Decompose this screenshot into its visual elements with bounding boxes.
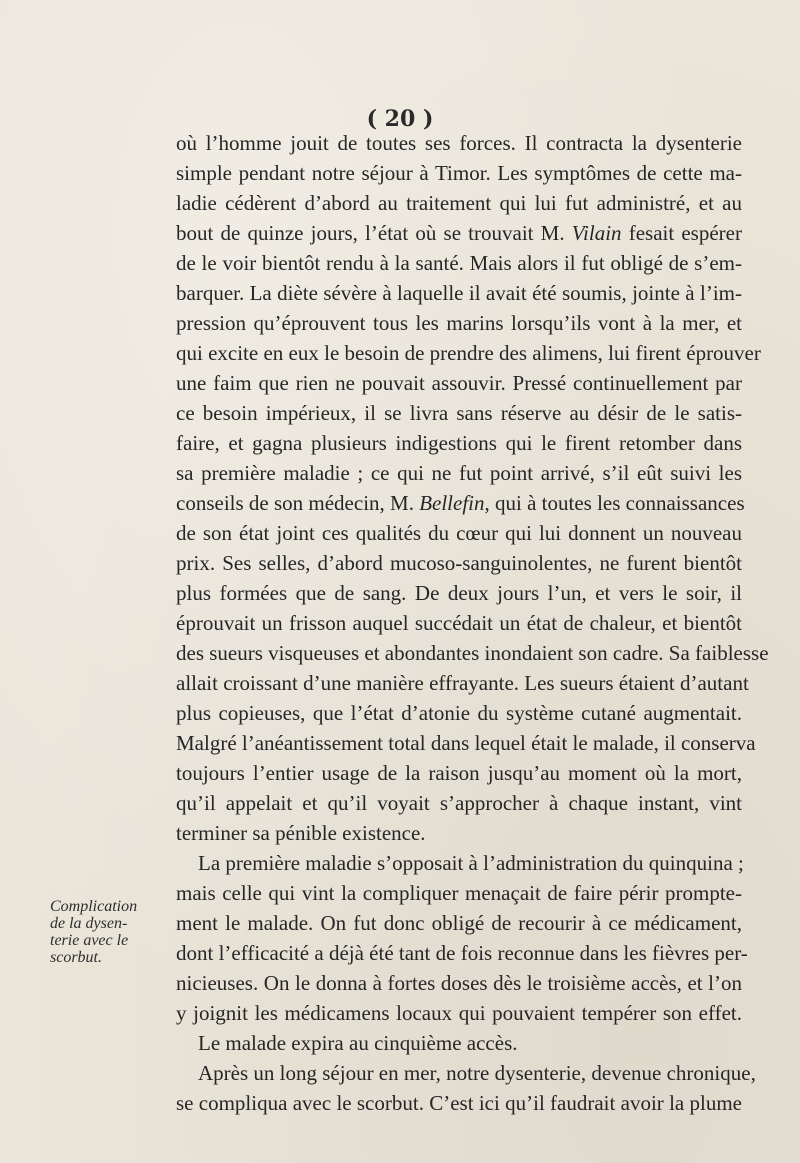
text-line: La première maladie s’opposait à l’administration du quinquina ; [198, 851, 744, 875]
text-line: ce besoin impérieux, il se livra sans réserve au désir de le satis- [176, 401, 742, 425]
text-line: pression qu’éprouvent tous les marins lorsqu’ils vont à la mer, et [176, 311, 742, 335]
text-line: se compliqua avec le scorbut. C’est ici qu’il faudrait avoir la plume [176, 1091, 742, 1115]
person-name-vilain: Vilain [571, 221, 622, 245]
margin-note-line: terie avec le [50, 932, 129, 949]
text-line: Malgré l’anéantissement total dans lequel était le malade, il conserva [176, 731, 756, 755]
text-line: faire, et gagna plusieurs indigestions qui le firent retomber dans [176, 431, 742, 455]
main-text [176, 128, 769, 1118]
text-line: simple pendant notre séjour à Timor. Les symptômes de cette ma- [176, 161, 742, 185]
text-line: une faim que rien ne pouvait assouvir. Pressé continuellement par [176, 371, 742, 395]
text-line: Après un long séjour en mer, notre dysenterie, devenue chronique, [198, 1061, 756, 1085]
text-line: terminer sa pénible existence. [176, 821, 426, 845]
text-line: barquer. La diète sévère à laquelle il avait été soumis, jointe à l’im- [176, 281, 742, 305]
margin-note-line: scorbut. [50, 949, 102, 966]
text-line: sa première maladie ; ce qui ne fut point arrivé, s’il eût suivi les [176, 461, 742, 485]
paragraph-3 [176, 1058, 756, 1118]
text-line: éprouvait un frisson auquel succédait un état de chaleur, et bientôt [176, 611, 742, 635]
text-line: allait croissant d’une manière effrayante. Les sueurs étaient d’autant [176, 671, 749, 695]
text-line: de le voir bientôt rendu à la santé. Mais alors il fut obligé de s’em- [176, 251, 742, 275]
person-name-bellefin: Bellefin [419, 491, 485, 515]
text-line: de son état joint ces qualités du cœur qui lui donnent un nouveau [176, 521, 742, 545]
page-number: ( 20 ) [366, 106, 434, 132]
text-line: plus formées que de sang. De deux jours l’un, et vers le soir, il [176, 581, 742, 605]
text-line: nicieuses. On le donna à fortes doses dès le troisième accès, et l’on [176, 971, 742, 995]
text-line: prix. Ses selles, d’abord mucoso-sanguinolentes, ne furent bientôt [176, 551, 742, 575]
text-line: qui excite en eux le besoin de prendre des alimens, lui firent éprouver [176, 341, 761, 365]
margin-note-line: de la dysen- [50, 915, 128, 932]
margin-note [50, 898, 170, 966]
text-line: ladie cédèrent d’abord au traitement qui lui fut administré, et au [176, 191, 742, 215]
text-line: où l’homme jouit de toutes ses forces. Il contracta la dysenterie [176, 131, 742, 155]
paragraph-2 [176, 848, 748, 1058]
text-line: qu’il appelait et qu’il voyait s’approcher à chaque instant, vint [176, 791, 742, 815]
paragraph-1 [176, 128, 769, 848]
text-line: bout de quinze jours, l’état où se trouvait M. Vilain fesait espérer [176, 221, 742, 245]
text-line: toujours l’entier usage de la raison jusqu’au moment où la mort, [176, 761, 742, 785]
text-line: dont l’efficacité a déjà été tant de fois reconnue dans les fièvres per- [176, 941, 748, 965]
text-line: des sueurs visqueuses et abondantes inondaient son cadre. Sa faiblesse [176, 641, 769, 665]
margin-note-line: Complication [50, 898, 138, 915]
text-line: ment le malade. On fut donc obligé de recourir à ce médicament, [176, 911, 742, 935]
text-line: plus copieuses, que l’état d’atonie du système cutané augmentait. [176, 701, 742, 725]
text-line: y joignit les médicamens locaux qui pouvaient tempérer son effet. [176, 1001, 742, 1025]
text-line: conseils de son médecin, M. Bellefin, qui à toutes les connaissances [176, 491, 745, 515]
text-line: Le malade expira au cinquième accès. [198, 1031, 518, 1055]
text-line: mais celle qui vint la compliquer menaçait de faire périr prompte- [176, 881, 742, 905]
